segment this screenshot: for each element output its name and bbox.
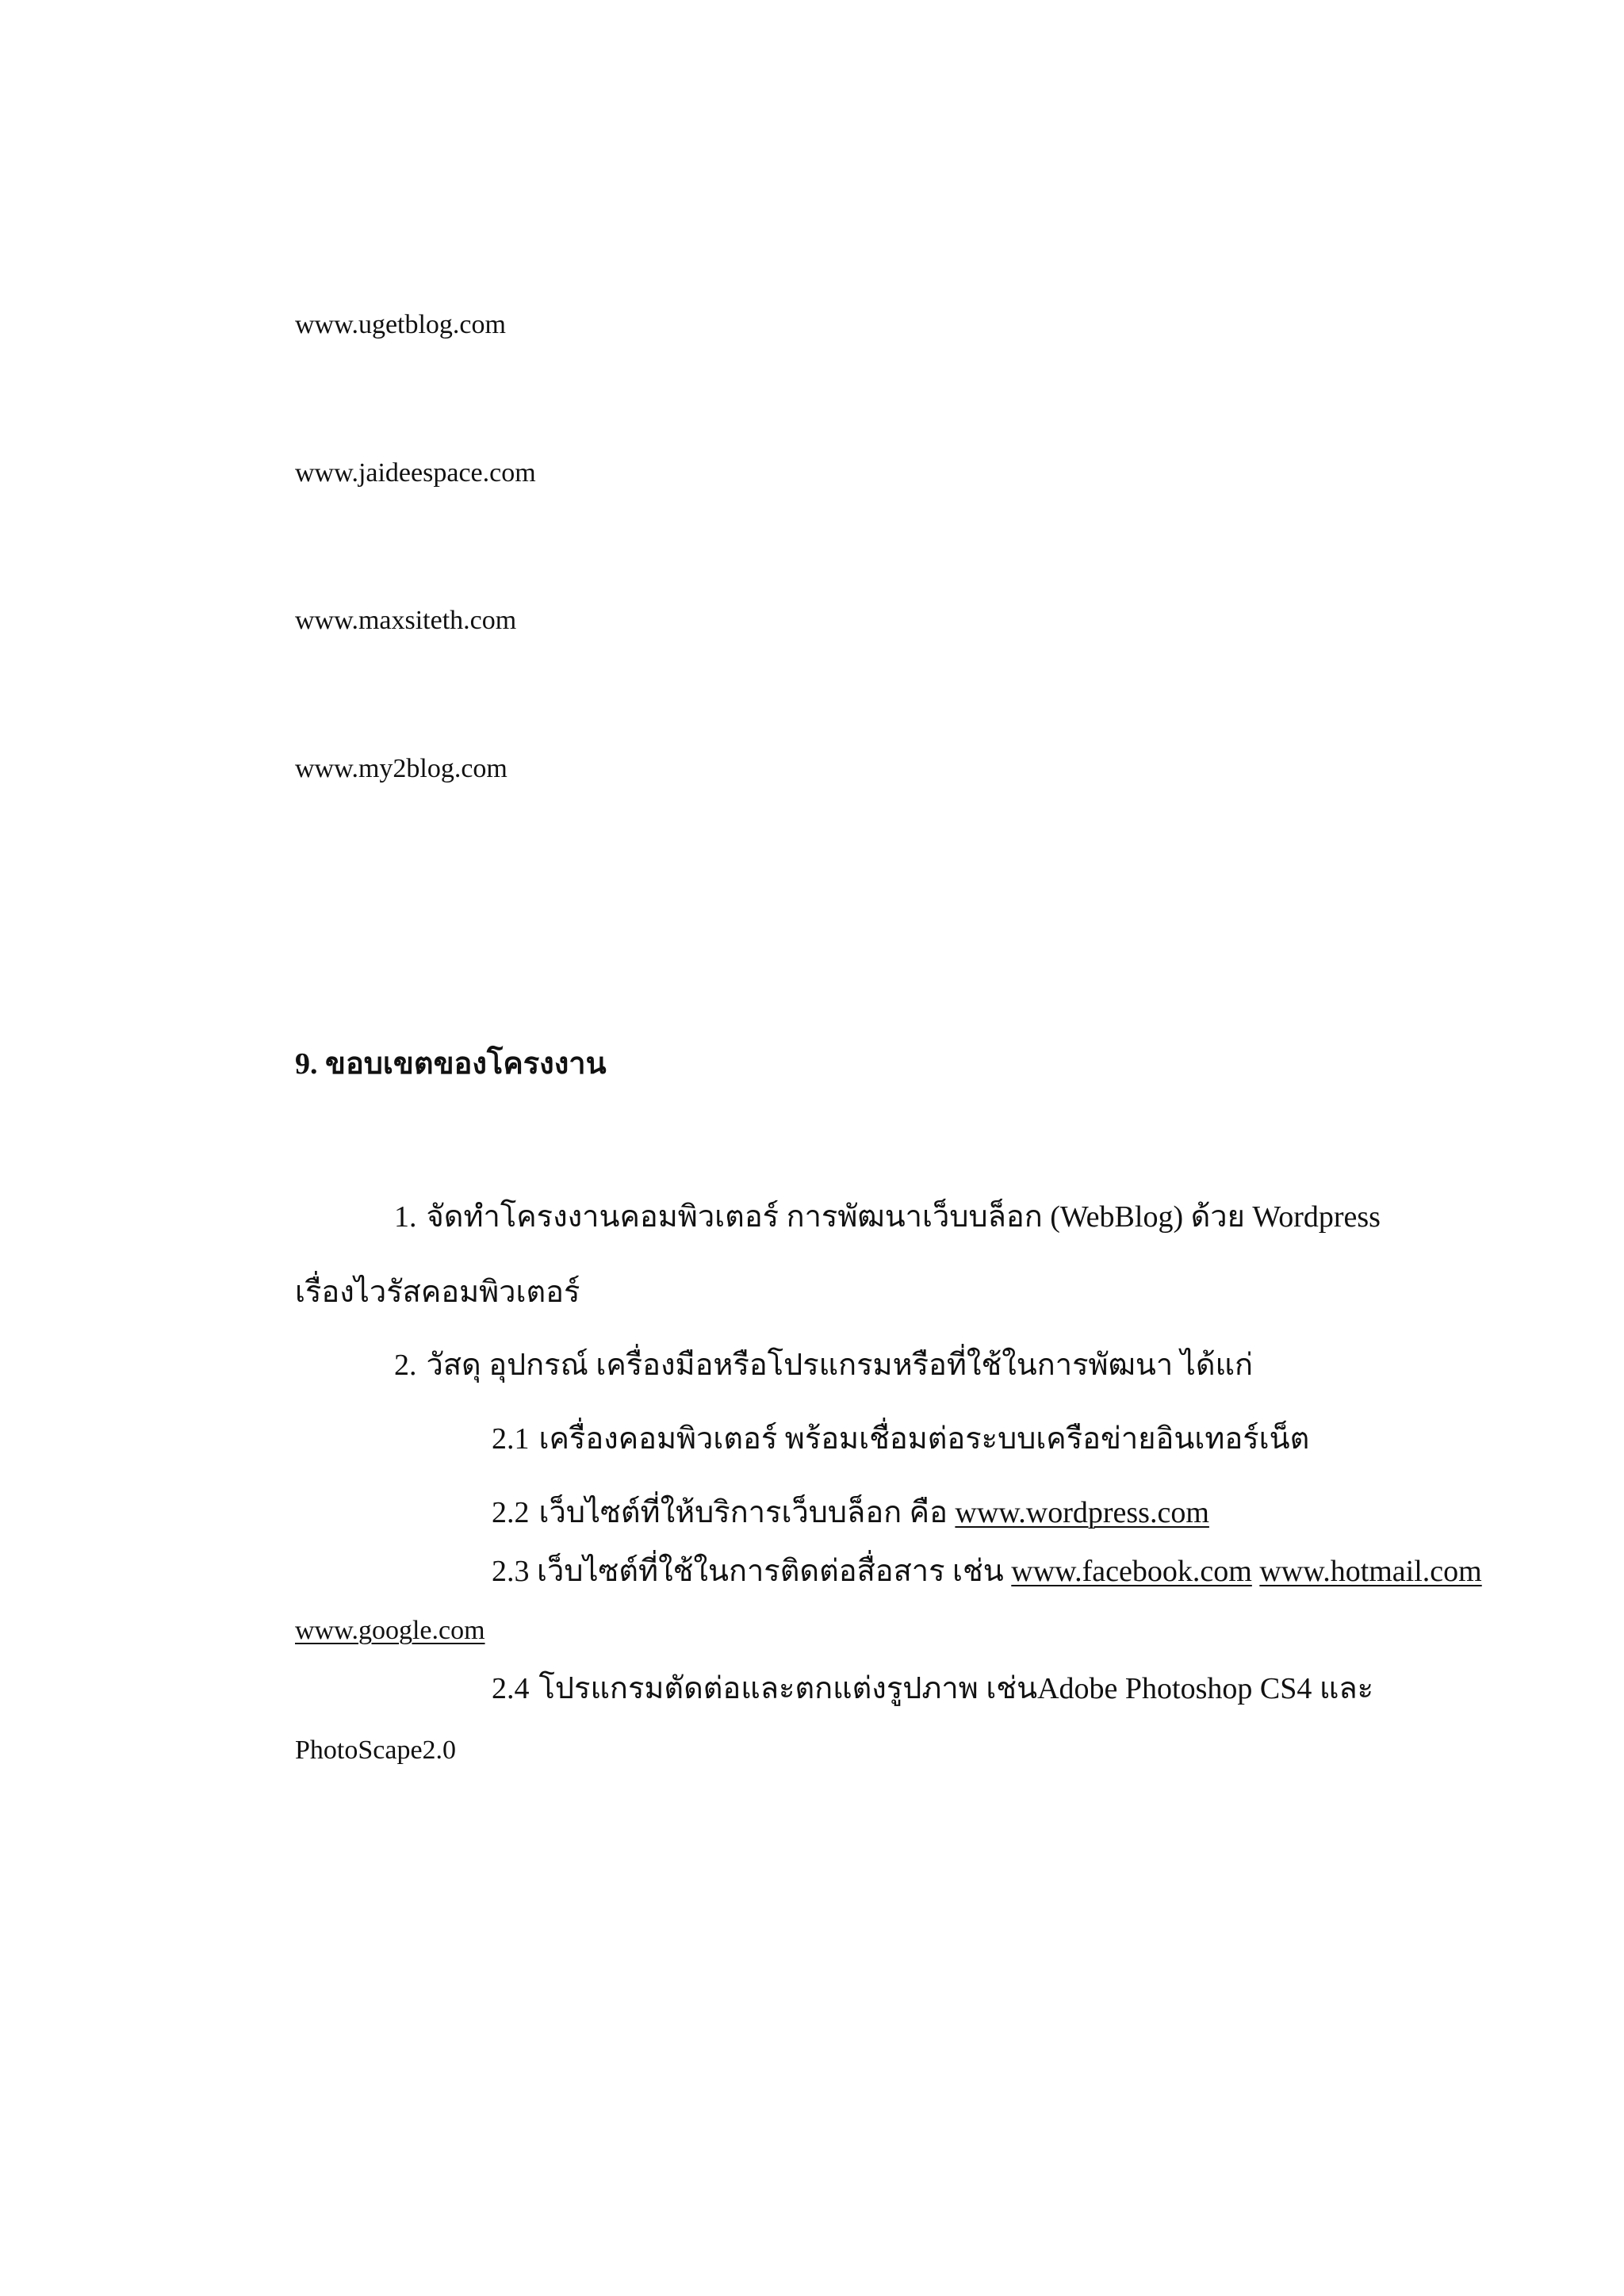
- sub-item-2-2: [492, 1497, 1209, 1529]
- facebook-link[interactable]: www.facebook.com: [1011, 1555, 1252, 1588]
- item-2-number: 2.: [394, 1349, 417, 1382]
- google-link[interactable]: www.google.com: [295, 1616, 485, 1645]
- sub-item-2-3: [492, 1556, 1482, 1587]
- item-1-text: จัดทำโครงงานคอมพิวเตอร์ การพัฒนาเว็บบล็อก (WebBlog) ด้วย Wordpress: [426, 1200, 1381, 1234]
- sub-item-2-1: [492, 1423, 1309, 1455]
- item-1-number: 1.: [394, 1200, 417, 1234]
- item-1-line-2: เรื่องไวรัสคอมพิวเตอร์: [295, 1276, 580, 1309]
- sub-item-2-3-text: 2.3 เว็บไซต์ที่ใช้ในการติดต่อสื่อสาร เช่น: [492, 1555, 1004, 1588]
- hotmail-link[interactable]: www.hotmail.com: [1259, 1555, 1482, 1588]
- site-jaideespace: www.jaideespace.com: [295, 458, 536, 488]
- sub-item-2-2-number: 2.2: [492, 1496, 530, 1529]
- sub-item-2-4-text: โปรแกรมตัดต่อและตกแต่งรูปภาพ เช่นAdobe Photoshop CS4 และ: [538, 1672, 1374, 1705]
- item-2: [394, 1349, 1253, 1381]
- site-my2blog: www.my2blog.com: [295, 754, 508, 783]
- sub-item-2-4: [492, 1673, 1373, 1705]
- sub-item-2-1-text: เครื่องคอมพิวเตอร์ พร้อมเชื่อมต่อระบบเครือข่ายอินเทอร์เน็ต: [538, 1422, 1310, 1456]
- section-heading: 9. ขอบเขตของโครงงาน: [295, 1047, 607, 1081]
- wordpress-link[interactable]: www.wordpress.com: [955, 1496, 1209, 1529]
- sub-item-2-2-text: เว็บไซต์ที่ให้บริการเว็บบล็อก คือ: [538, 1496, 948, 1529]
- item-2-text: วัสดุ อุปกรณ์ เครื่องมือหรือโปรแกรมหรือที่ใช้ในการพัฒนา ได้แก่: [426, 1349, 1254, 1382]
- sub-item-2-4-line-2: PhotoScape2.0: [295, 1735, 457, 1765]
- sub-item-2-1-number: 2.1: [492, 1422, 530, 1456]
- sub-item-2-4-number: 2.4: [492, 1672, 530, 1705]
- site-ugetblog: www.ugetblog.com: [295, 310, 506, 339]
- item-1-line-1: [394, 1201, 1381, 1233]
- sub-item-2-3-line-2: [295, 1615, 485, 1647]
- site-maxsiteth: www.maxsiteth.com: [295, 606, 517, 635]
